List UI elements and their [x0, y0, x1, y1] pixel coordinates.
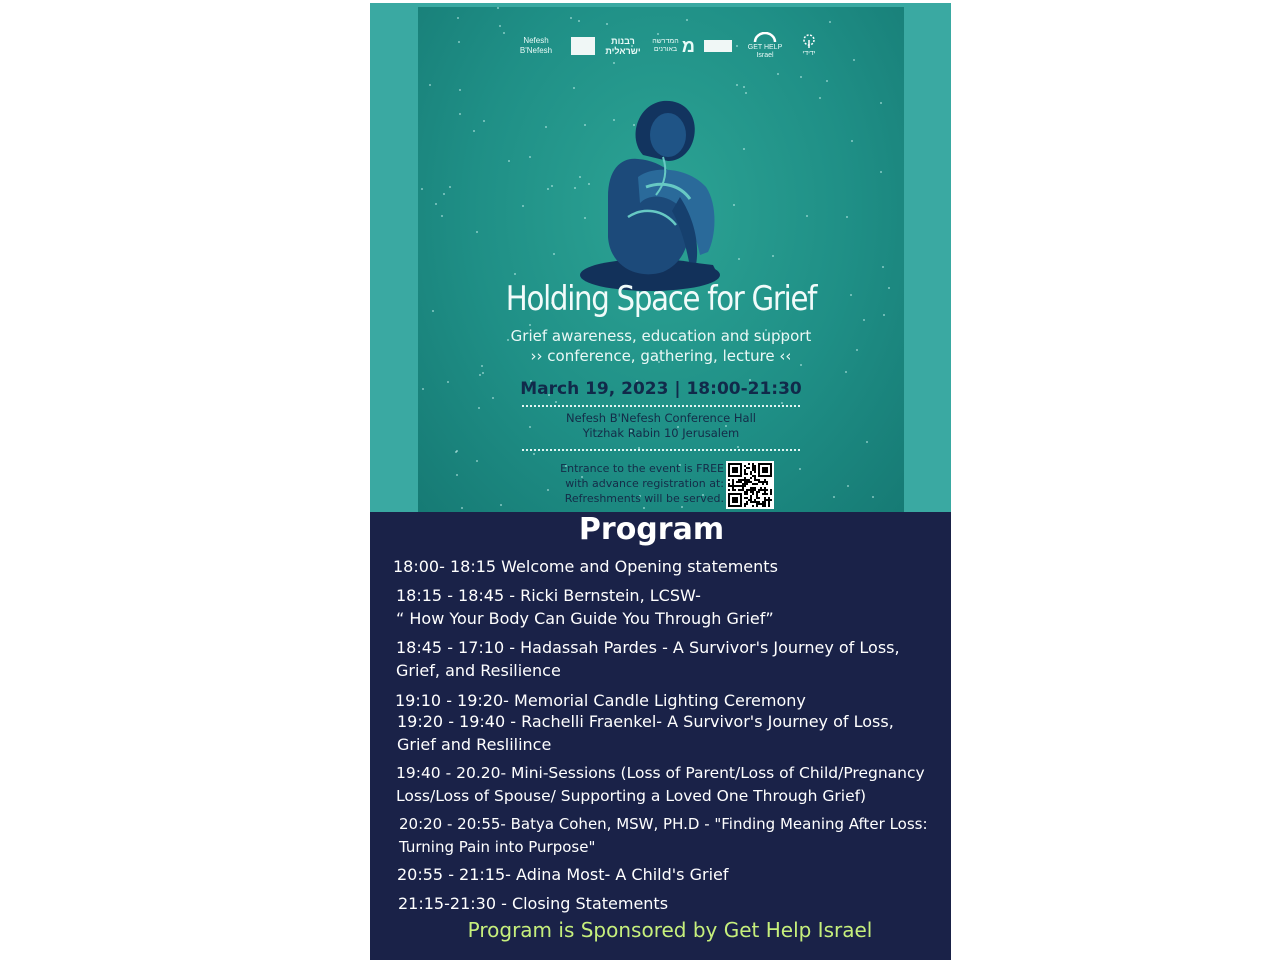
qr-module — [752, 463, 754, 465]
qr-module — [758, 491, 760, 493]
qr-module — [758, 481, 760, 483]
qr-module — [744, 505, 746, 507]
program-item-2-line2: “ How Your Body Can Guide You Through Grief” — [396, 609, 774, 628]
program-item-4 — [395, 689, 806, 712]
qr-module — [750, 501, 752, 503]
dotted-divider-bottom — [522, 449, 800, 451]
star-speck — [529, 156, 531, 158]
qr-module — [754, 489, 756, 491]
event-poster — [370, 3, 951, 960]
qr-module — [744, 471, 746, 473]
star-speck — [643, 507, 645, 509]
star-speck — [800, 76, 802, 78]
qr-module — [760, 503, 762, 505]
yedidi-logo-text: ידידי — [802, 50, 816, 57]
qr-module — [736, 481, 738, 483]
star-speck — [829, 21, 831, 23]
qr-module — [746, 491, 748, 493]
qr-module — [744, 473, 746, 475]
midrasha-logo-text: המדרשה באורנים — [652, 38, 679, 53]
venue-address: Yitzhak Rabin 10 Jerusalem — [582, 426, 740, 440]
star-speck — [522, 205, 524, 207]
star-speck — [432, 310, 434, 312]
star-speck — [456, 474, 458, 476]
qr-module — [764, 497, 766, 499]
program-item-3-line1: 18:45 - 17:10 - Hadassah Pardes - A Survivor's Journey of Loss, — [396, 638, 900, 657]
star-speck — [772, 255, 774, 257]
qr-module — [764, 501, 766, 503]
program-item-2 — [396, 584, 774, 630]
qr-module — [756, 479, 758, 481]
star-speck — [888, 287, 890, 289]
qr-module — [762, 505, 764, 507]
star-speck — [441, 215, 443, 217]
star-speck — [880, 102, 882, 104]
qr-module — [760, 481, 762, 483]
star-speck — [473, 130, 475, 132]
qr-module — [744, 485, 746, 487]
program-item-8 — [397, 863, 729, 886]
star-speck — [435, 203, 437, 205]
qr-module — [732, 487, 734, 489]
qr-finder-square — [732, 467, 738, 473]
qr-module — [752, 487, 754, 489]
qr-module — [746, 483, 748, 485]
star-speck — [476, 231, 478, 233]
qr-module — [766, 489, 768, 491]
qr-module — [752, 467, 754, 469]
qr-module — [756, 497, 758, 499]
qr-module — [738, 485, 740, 487]
qr-module — [764, 491, 766, 493]
star-speck — [872, 496, 874, 498]
qr-module — [756, 495, 758, 497]
qr-module — [728, 489, 730, 491]
qr-module — [756, 491, 758, 493]
star-speck — [806, 215, 808, 217]
qr-module — [742, 485, 744, 487]
qr-module — [732, 489, 734, 491]
star-speck — [826, 80, 828, 82]
qr-module — [740, 485, 742, 487]
qr-module — [760, 489, 762, 491]
qr-module — [744, 469, 746, 471]
star-speck — [799, 468, 801, 470]
star-speck — [547, 188, 549, 190]
qr-module — [766, 499, 768, 501]
qr-module — [732, 483, 734, 485]
qr-module — [754, 467, 756, 469]
star-speck — [551, 185, 553, 187]
star-speck — [866, 441, 868, 443]
qr-module — [732, 479, 734, 481]
qr-module — [750, 473, 752, 475]
star-speck — [529, 324, 531, 326]
qr-module — [766, 481, 768, 483]
star-speck — [497, 7, 499, 9]
star-speck — [777, 73, 779, 75]
arch-icon — [753, 32, 777, 42]
star-speck — [443, 193, 445, 195]
program-item-3-line2: Grief, and Resilience — [396, 661, 561, 680]
star-speck — [429, 84, 431, 86]
qr-module — [738, 481, 740, 483]
star-speck — [819, 97, 821, 99]
program-item-5-line2: Grief and Reslilince — [397, 735, 552, 754]
program-item-6-line1: 19:40 - 20.20- Mini-Sessions (Loss of Parent/Loss of Child/Pregnancy — [396, 764, 925, 782]
star-speck — [508, 160, 510, 162]
star-speck — [458, 41, 460, 43]
qr-module — [748, 467, 750, 469]
program-item-7-line2: Turning Pain into Purpose" — [399, 838, 596, 856]
program-item-5 — [397, 710, 894, 756]
qr-module — [754, 465, 756, 467]
qr-module — [746, 497, 748, 499]
star-speck — [847, 485, 849, 487]
program-item-7 — [399, 813, 928, 859]
qr-module — [756, 493, 758, 495]
star-speck — [457, 17, 459, 19]
star-speck — [686, 19, 688, 21]
qr-module — [768, 501, 770, 503]
qr-module — [742, 479, 744, 481]
qr-module — [768, 503, 770, 505]
qr-module — [758, 501, 760, 503]
yedidi-logo — [798, 34, 820, 58]
qr-module — [758, 503, 760, 505]
star-speck — [846, 216, 848, 218]
star-speck — [570, 17, 572, 19]
qr-module — [754, 483, 756, 485]
qr-module — [750, 495, 752, 497]
qr-module — [750, 477, 752, 479]
qr-module — [750, 489, 752, 491]
qr-module — [742, 483, 744, 485]
qr-module — [750, 491, 752, 493]
star-speck — [853, 59, 855, 61]
star-speck — [606, 23, 608, 25]
qr-module — [746, 473, 748, 475]
qr-module — [744, 479, 746, 481]
qr-module — [762, 483, 764, 485]
program-item-6-line2: Loss/Loss of Spouse/ Supporting a Loved One Through Grief) — [396, 787, 867, 805]
qr-module — [744, 481, 746, 483]
qr-module — [744, 491, 746, 493]
star-speck — [449, 186, 451, 188]
star-speck — [545, 126, 547, 128]
qr-module — [752, 475, 754, 477]
star-speck — [478, 407, 480, 409]
star-speck — [479, 374, 481, 376]
qr-module — [744, 493, 746, 495]
registration-qr-code[interactable] — [726, 461, 774, 509]
venue-name: Nefesh B'Nefesh Conference Hall — [566, 411, 756, 425]
program-item-1-line1: 18:00- 18:15 Welcome and Opening statements — [393, 557, 778, 576]
qr-module — [764, 481, 766, 483]
hebrew-box-logo — [571, 37, 595, 55]
qr-module — [752, 491, 754, 493]
qr-module — [732, 485, 734, 487]
qr-finder-square — [762, 467, 768, 473]
qr-module — [750, 481, 752, 483]
star-speck — [737, 446, 739, 448]
qr-module — [728, 485, 730, 487]
qr-module — [752, 501, 754, 503]
program-item-9 — [398, 892, 668, 915]
midrasha-logo — [651, 38, 695, 54]
program-item-5-line1: 19:20 - 19:40 - Rachelli Fraenkel- A Survivor's Journey of Loss, — [397, 712, 894, 731]
qr-module — [744, 483, 746, 485]
tree-icon — [801, 34, 817, 48]
dotted-divider-top — [522, 405, 800, 407]
qr-module — [754, 471, 756, 473]
rabbanut-logo: רבנות ישראלית — [605, 36, 641, 56]
star-speck — [483, 120, 485, 122]
white-box-logo — [704, 40, 732, 52]
get-help-israel-text: GET HELP Israel — [747, 44, 783, 59]
qr-module — [756, 505, 758, 507]
qr-module — [770, 499, 772, 501]
qr-module — [758, 489, 760, 491]
star-speck — [455, 451, 457, 453]
nefesh-bnefesh-logo: Nefesh B'Nefesh — [519, 36, 553, 55]
star-speck — [482, 372, 484, 374]
qr-module — [752, 493, 754, 495]
program-item-9-line1: 21:15-21:30 - Closing Statements — [398, 894, 669, 913]
qr-module — [746, 489, 748, 491]
poster-illustration-panel — [418, 7, 904, 516]
qr-module — [770, 489, 772, 491]
qr-module — [744, 497, 746, 499]
star-speck — [883, 314, 885, 316]
qr-module — [740, 489, 742, 491]
qr-module — [762, 489, 764, 491]
qr-module — [770, 493, 772, 495]
star-speck — [459, 113, 461, 115]
star-speck — [553, 253, 555, 255]
qr-module — [748, 463, 750, 465]
qr-module — [730, 485, 732, 487]
sponsor-logos-row — [510, 29, 820, 63]
qr-module — [748, 479, 750, 481]
qr-module — [732, 481, 734, 483]
program-heading: Program — [578, 512, 725, 547]
qr-module — [754, 501, 756, 503]
qr-module — [752, 465, 754, 467]
qr-module — [750, 499, 752, 501]
entry-info — [549, 461, 724, 506]
star-speck — [499, 25, 501, 27]
qr-module — [764, 489, 766, 491]
program-item-7-line1: 20:20 - 20:55- Batya Cohen, MSW, PH.D - "Finding Meaning After Loss: — [399, 815, 928, 833]
star-speck — [461, 507, 463, 509]
qr-module — [758, 479, 760, 481]
qr-module — [744, 477, 746, 479]
qr-module — [754, 487, 756, 489]
qr-module — [754, 479, 756, 481]
qr-module — [728, 483, 730, 485]
qr-module — [728, 479, 730, 481]
qr-module — [754, 499, 756, 501]
qr-finder-square — [732, 497, 738, 503]
qr-module — [766, 493, 768, 495]
star-speck — [481, 365, 483, 367]
qr-module — [746, 481, 748, 483]
qr-module — [744, 465, 746, 467]
qr-module — [768, 499, 770, 501]
qr-module — [742, 489, 744, 491]
qr-module — [770, 491, 772, 493]
qr-module — [762, 503, 764, 505]
qr-module — [748, 499, 750, 501]
program-item-4-line1: 19:10 - 19:20- Memorial Candle Lighting Ceremony — [395, 691, 806, 710]
qr-module — [764, 487, 766, 489]
qr-module — [756, 483, 758, 485]
star-speck — [880, 171, 882, 173]
qr-module — [738, 489, 740, 491]
entry-line2: with advance registration at: — [565, 477, 724, 490]
star-speck — [476, 460, 478, 462]
sponsor-line: Program is Sponsored by Get Help Israel — [467, 918, 873, 942]
qr-module — [752, 489, 754, 491]
qr-module — [754, 469, 756, 471]
star-speck — [863, 319, 865, 321]
qr-module — [752, 483, 754, 485]
qr-module — [752, 469, 754, 471]
qr-module — [746, 493, 748, 495]
star-speck — [578, 20, 580, 22]
qr-module — [760, 487, 762, 489]
qr-module — [754, 475, 756, 477]
star-speck — [503, 32, 505, 34]
star-speck — [882, 266, 884, 268]
qr-module — [734, 489, 736, 491]
star-speck — [845, 371, 847, 373]
midrasha-mark-icon: מ — [681, 36, 695, 56]
grieving-person-illustration — [568, 77, 758, 292]
program-item-2-line1: 18:15 - 18:45 - Ricki Bernstein, LCSW- — [396, 586, 701, 605]
qr-module — [766, 483, 768, 485]
qr-module — [746, 467, 748, 469]
qr-module — [746, 479, 748, 481]
qr-module — [748, 489, 750, 491]
program-item-1 — [393, 555, 778, 578]
qr-module — [764, 505, 766, 507]
qr-module — [768, 505, 770, 507]
qr-module — [752, 505, 754, 507]
qr-module — [756, 503, 758, 505]
qr-module — [742, 487, 744, 489]
qr-module — [764, 493, 766, 495]
qr-module — [750, 497, 752, 499]
qr-module — [762, 493, 764, 495]
star-speck — [833, 496, 835, 498]
star-speck — [533, 453, 535, 455]
program-item-8-line1: 20:55 - 21:15- Adina Most- A Child's Grief — [397, 865, 729, 884]
get-help-israel-logo — [741, 32, 789, 60]
program-item-3 — [396, 636, 900, 682]
qr-module — [762, 481, 764, 483]
qr-module — [768, 497, 770, 499]
qr-module — [746, 503, 748, 505]
star-speck — [851, 140, 853, 142]
qr-module — [764, 503, 766, 505]
qr-module — [764, 499, 766, 501]
program-section — [370, 512, 951, 960]
poster-title: Holding Space for Grief — [505, 279, 817, 319]
star-speck — [681, 506, 683, 508]
qr-module — [744, 503, 746, 505]
qr-module — [758, 497, 760, 499]
qr-module — [736, 485, 738, 487]
poster-subtitle-line2: ›› conference, gathering, lecture ‹‹ — [530, 347, 792, 365]
star-speck — [421, 188, 423, 190]
program-item-6 — [396, 762, 925, 808]
entry-line3: Refreshments will be served. — [564, 492, 724, 505]
entry-line1: Entrance to the event is FREE — [560, 462, 724, 475]
qr-code-icon — [728, 463, 772, 507]
qr-module — [754, 477, 756, 479]
poster-subtitle-line1: Grief awareness, education and support — [510, 327, 812, 345]
qr-module — [762, 501, 764, 503]
star-speck — [459, 89, 461, 91]
qr-module — [764, 479, 766, 481]
qr-module — [746, 501, 748, 503]
star-speck — [555, 401, 557, 403]
qr-module — [740, 481, 742, 483]
event-date-time: March 19, 2023 | 18:00-21:30 — [520, 379, 802, 399]
qr-module — [738, 479, 740, 481]
qr-module — [734, 485, 736, 487]
star-speck — [500, 504, 502, 506]
star-speck — [514, 273, 516, 275]
qr-module — [740, 479, 742, 481]
qr-module — [750, 471, 752, 473]
star-speck — [781, 402, 783, 404]
qr-module — [748, 481, 750, 483]
qr-module — [756, 501, 758, 503]
qr-module — [750, 487, 752, 489]
